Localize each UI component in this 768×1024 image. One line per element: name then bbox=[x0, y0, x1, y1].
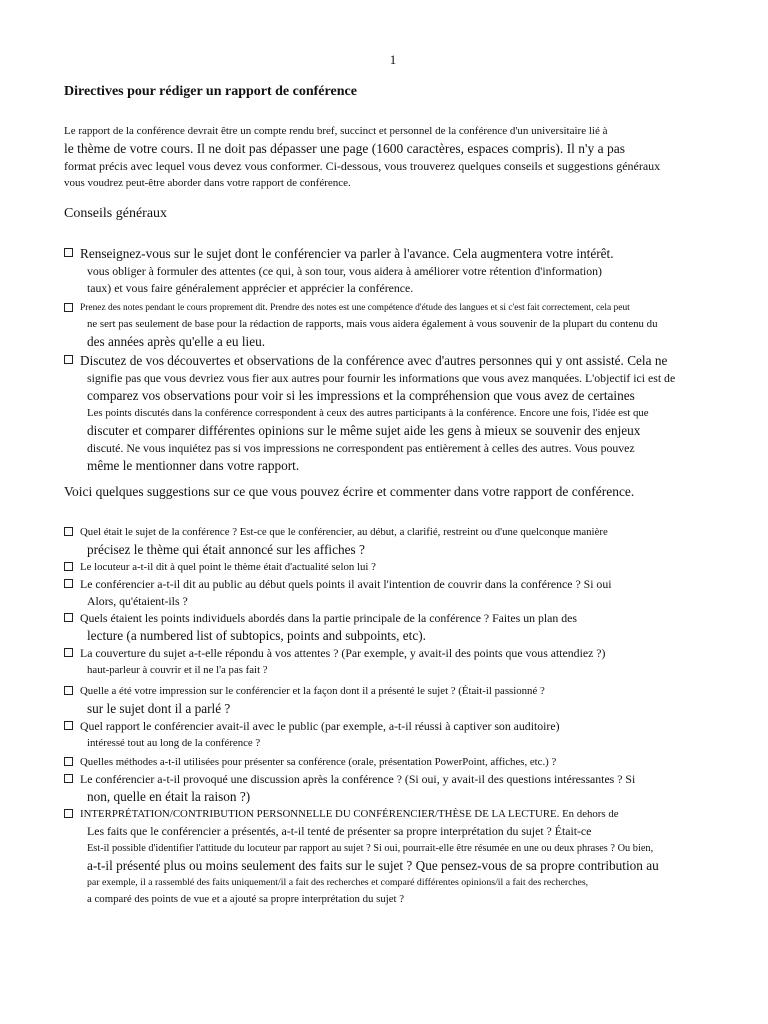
intro-line: le thème de votre cours. Il ne doit pas dépasser une page (1600 caractères, espaces compris). Il n'y a pas bbox=[64, 141, 625, 156]
suggestion-line: précisez le thème qui était annoncé sur les affiches ? bbox=[87, 542, 365, 557]
checkbox-icon bbox=[64, 721, 73, 730]
suggestion-line: Est-il possible d'identifier l'attitude du locuteur par rapport au sujet ? Si oui, pourrait-elle être résumée en une ou deux phrases ? Ou bien, bbox=[87, 843, 654, 854]
checkbox-icon bbox=[64, 686, 73, 695]
tip-line: Les points discutés dans la conférence correspondent à ceux des autres participants à la conférence. Encore une fois, l'idée est que bbox=[87, 407, 649, 419]
general-tips-list bbox=[64, 245, 764, 475]
suggestion-line: Quel était le sujet de la conférence ? Est-ce que le conférencier, au début, a clarifié, restreint ou d'une quelconque manière bbox=[80, 526, 608, 538]
list-item bbox=[64, 771, 764, 806]
checkbox-icon bbox=[64, 613, 73, 622]
checkbox-icon bbox=[64, 774, 73, 783]
tip-line: Prenez des notes pendant le cours proprement dit. Prendre des notes est une compétence d'étude des langues et si c'est fait correctement, cela peut bbox=[80, 303, 630, 313]
list-item bbox=[64, 300, 764, 351]
checkbox-icon bbox=[64, 757, 73, 766]
tip-line: signifie pas que vous devriez vous fier aux autres pour fournir les informations que vous avez manquées. L'objectif ici est de bbox=[87, 371, 676, 385]
tip-line: ne sert pas seulement de base pour la rédaction de rapports, mais vous aidera également à vous souvenir de la plupart du contenu du bbox=[87, 318, 658, 330]
intro-paragraph bbox=[64, 123, 724, 192]
suggestion-line: Quelle a été votre impression sur le conférencier et la façon dont il a présenté le sujet ? (Était-il passionné ? bbox=[80, 685, 545, 697]
suggestion-line: Alors, qu'étaient-ils ? bbox=[87, 594, 188, 608]
tip-line: des années après qu'elle a eu lieu. bbox=[87, 334, 266, 349]
intro-line: Le rapport de la conférence devrait être un compte rendu bref, succinct et personnel de la conférence d'un universitaire lié à bbox=[64, 125, 608, 137]
suggestion-line: sur le sujet dont il a parlé ? bbox=[87, 701, 231, 716]
checkbox-icon bbox=[64, 648, 73, 657]
suggestions-list bbox=[64, 524, 764, 908]
tip-line: Renseignez-vous sur le sujet dont le conférencier va parler à l'avance. Cela augmentera votre intérêt. bbox=[80, 246, 614, 261]
suggestion-line: Le conférencier a-t-il dit au public au début quels points il avait l'intention de couvrir dans la conférence ? Si oui bbox=[80, 577, 612, 591]
list-item bbox=[64, 576, 764, 610]
suggestion-line: La couverture du sujet a-t-elle répondu à vos attentes ? (Par exemple, y avait-il des points que vous attendiez ?) bbox=[80, 646, 606, 660]
suggestion-line: Le conférencier a-t-il provoqué une discussion après la conférence ? (Si oui, y avait-il des questions intéressantes ? Si bbox=[80, 772, 636, 786]
checkbox-icon bbox=[64, 303, 73, 312]
suggestion-line: par exemple, il a rassemblé des faits uniquement/il a fait des recherches et comparé différentes opinions/il a fait des recherches, bbox=[87, 877, 589, 888]
list-item bbox=[64, 806, 764, 908]
tip-line: même le mentionner dans votre rapport. bbox=[87, 458, 300, 473]
checkbox-icon bbox=[64, 809, 73, 818]
intro-line: format précis avec lequel vous devez vous conformer. Ci-dessous, vous trouverez quelques conseils et suggestions généraux bbox=[64, 159, 661, 173]
list-item bbox=[64, 645, 764, 679]
suggestion-line: a comparé des points de vue et a ajouté sa propre interprétation du sujet ? bbox=[87, 893, 405, 905]
tip-line: vous obliger à formuler des attentes (ce qui, à son tour, vous aidera à améliorer votre rétention d'information) bbox=[87, 264, 602, 278]
tip-line: discuter et comparer différentes opinions sur le même sujet aide les gens à mieux se souvenir des enjeux bbox=[87, 423, 641, 438]
list-item bbox=[64, 245, 764, 297]
suggestion-line: Quelles méthodes a-t-il utilisées pour présenter sa conférence (orale, présentation PowerPoint, affiches, etc.) ? bbox=[80, 756, 557, 768]
list-item bbox=[64, 754, 764, 771]
checkbox-icon bbox=[64, 527, 73, 536]
tip-line: discuté. Ne vous inquiétez pas si vos impressions ne correspondent pas entièrement à celles des autres. Vous pouvez bbox=[87, 441, 635, 455]
suggestion-line: Les faits que le conférencier a présentés, a-t-il tenté de présenter sa propre interprétation du sujet ? Était-ce bbox=[87, 824, 592, 838]
checkbox-icon bbox=[64, 562, 73, 571]
suggestion-line: INTERPRÉTATION/CONTRIBUTION PERSONNELLE DU CONFÉRENCIER/THÈSE DE LA LECTURE. En dehors de bbox=[80, 808, 619, 820]
list-item bbox=[64, 610, 764, 645]
tip-line: comparez vos observations pour voir si les impressions et la compréhension que vous avez de certaines bbox=[87, 388, 635, 403]
suggestion-line: Quel rapport le conférencier avait-il avec le public (par exemple, a-t-il réussi à captiver son auditoire) bbox=[80, 719, 560, 733]
suggestion-line: Quels étaient les points individuels abordés dans la partie principale de la conférence ? Faites un plan des bbox=[80, 611, 577, 625]
checkbox-icon bbox=[64, 355, 73, 364]
page-number: 1 bbox=[389, 52, 397, 67]
suggestion-line: lecture (a numbered list of subtopics, points and subpoints, etc). bbox=[87, 628, 426, 643]
list-item bbox=[64, 683, 764, 718]
suggestion-line: haut-parleur à couvrir et il ne l'a pas fait ? bbox=[87, 664, 268, 676]
checkbox-icon bbox=[64, 248, 73, 257]
list-item bbox=[64, 718, 764, 752]
tip-line: taux) et vous faire généralement apprécier et apprécier la conférence. bbox=[87, 281, 414, 295]
document-title: Directives pour rédiger un rapport de conférence bbox=[64, 84, 357, 99]
checkbox-icon bbox=[64, 579, 73, 588]
list-item bbox=[64, 559, 764, 576]
list-item bbox=[64, 524, 764, 559]
list-item bbox=[64, 352, 764, 475]
intro-line: vous voudrez peut-être aborder dans votre rapport de conférence. bbox=[64, 177, 351, 189]
suggestion-line: non, quelle en était la raison ?) bbox=[87, 789, 251, 804]
suggestion-line: Le locuteur a-t-il dit à quel point le thème était d'actualité selon lui ? bbox=[80, 561, 376, 573]
suggestions-heading: Voici quelques suggestions sur ce que vous pouvez écrire et commenter dans votre rapport de conférence. bbox=[64, 484, 635, 499]
suggestion-line: a-t-il présenté plus ou moins seulement des faits sur le sujet ? Que pensez-vous de sa propre contribution au bbox=[87, 858, 659, 873]
general-tips-heading: Conseils généraux bbox=[64, 206, 168, 221]
tip-line: Discutez de vos découvertes et observations de la conférence avec d'autres personnes qui y ont assisté. Cela ne bbox=[80, 353, 668, 368]
suggestion-line: intéressé tout au long de la conférence ? bbox=[87, 737, 261, 749]
